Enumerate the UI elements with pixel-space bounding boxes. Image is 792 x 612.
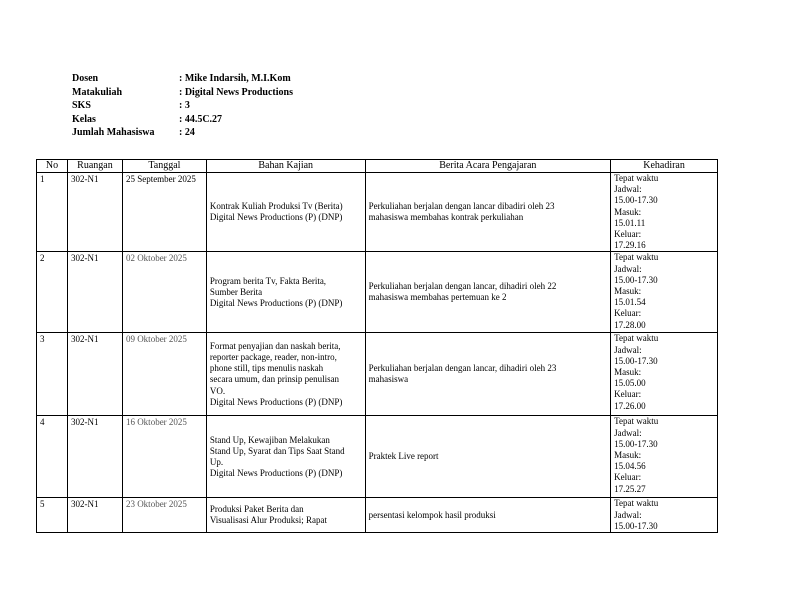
cell-material <box>206 173 365 252</box>
cell-material-line: Kontrak Kuliah Produksi Tv (Berita) <box>209 201 343 211</box>
header-material: Bahan Kajian <box>206 160 365 173</box>
cell-minutes-line: Praktek Live report <box>368 451 439 462</box>
cell-material-line: Produksi Paket Berita dan <box>209 504 304 515</box>
cell-material-line: Digital News Productions (P) (DNP) <box>209 468 343 479</box>
info-label: Jumlah Mahasiswa <box>72 127 155 138</box>
cell-material-line: phone still, tips menulis naskah <box>209 363 324 374</box>
info-value: : 24 <box>179 127 195 138</box>
cell-attendance-line: Keluar: <box>614 389 642 400</box>
info-row <box>72 72 293 86</box>
course-info <box>72 72 293 140</box>
cell-attendance <box>611 333 718 416</box>
info-label: Dosen <box>72 73 99 84</box>
cell-attendance-line: 15.01.11 <box>614 217 646 228</box>
table-row <box>37 498 718 533</box>
cell-no: 4 <box>37 416 68 498</box>
cell-room: 302-N1 <box>67 252 122 333</box>
cell-material-line: Stand Up, Kewajiban Melakukan <box>209 434 330 445</box>
cell-attendance-line: Jadwal: <box>614 184 642 195</box>
cell-attendance-line: Masuk: <box>614 450 642 461</box>
cell-material <box>206 416 365 498</box>
cell-attendance-line: Masuk: <box>614 206 642 217</box>
cell-attendance-line: 17.29.16 <box>614 240 646 251</box>
header-room: Ruangan <box>67 160 122 173</box>
cell-attendance-line: Tepat waktu <box>614 252 659 263</box>
cell-attendance-line: 17.26.00 <box>614 400 646 411</box>
cell-attendance-line: Keluar: <box>614 472 642 483</box>
header-no: No <box>37 160 68 173</box>
header-date: Tanggal <box>122 160 206 173</box>
cell-no: 5 <box>37 498 68 533</box>
cell-room: 302-N1 <box>67 498 122 533</box>
cell-attendance <box>611 173 718 252</box>
cell-material <box>206 333 365 416</box>
cell-attendance <box>611 498 718 533</box>
info-value: : Digital News Productions <box>179 86 293 98</box>
cell-attendance-line: 15.00-17.30 <box>614 520 658 531</box>
cell-attendance <box>611 416 718 498</box>
info-value: : Mike Indarsih, M.I.Kom <box>179 73 291 84</box>
table-row <box>37 416 718 498</box>
cell-no: 3 <box>37 333 68 416</box>
table-row <box>37 173 718 252</box>
table-row <box>37 252 718 333</box>
cell-attendance-line: Tepat waktu <box>614 173 659 183</box>
cell-minutes <box>365 252 611 333</box>
cell-material-line: Digital News Productions (P) (DNP) <box>209 212 343 223</box>
cell-minutes-line: mahasiswa membahas kontrak perkuliahan <box>368 212 524 223</box>
cell-room: 302-N1 <box>67 333 122 416</box>
info-label: Kelas <box>72 113 96 125</box>
info-row <box>72 86 293 100</box>
cell-minutes-line: Perkuliahan berjalan dengan lancar dibadiri oleh 23 <box>368 201 555 211</box>
cell-attendance-line: 15.00-17.30 <box>614 274 658 285</box>
cell-attendance-line: Jadwal: <box>614 509 642 520</box>
teaching-log-table <box>36 159 718 533</box>
cell-date: 16 Oktober 2025 <box>122 416 206 498</box>
cell-material <box>206 498 365 533</box>
cell-material-line: Stand Up, Syarat dan Tips Saat Stand <box>209 445 345 456</box>
cell-attendance-line: Jadwal: <box>614 344 642 355</box>
cell-attendance-line: Tepat waktu <box>614 498 659 509</box>
cell-attendance-line: Masuk: <box>614 286 642 297</box>
cell-material-line: Visualisasi Alur Produksi; Rapat <box>209 515 328 526</box>
table-header-row <box>37 160 718 173</box>
cell-date: 25 September 2025 <box>122 173 206 252</box>
cell-room: 302-N1 <box>67 416 122 498</box>
info-label: SKS <box>72 100 91 111</box>
cell-minutes <box>365 173 611 252</box>
cell-minutes-line: Perkuliahan berjalan dengan lancar, dihadiri oleh 22 <box>368 281 557 292</box>
cell-attendance-line: Tepat waktu <box>614 333 659 344</box>
cell-attendance-line: 15.00-17.30 <box>614 195 658 206</box>
cell-attendance-line: Jadwal: <box>614 427 642 438</box>
cell-material-line: Up. <box>209 456 224 467</box>
cell-material-line: Digital News Productions (P) (DNP) <box>209 298 343 309</box>
cell-no: 1 <box>37 173 68 252</box>
cell-minutes-line: mahasiswa <box>368 374 409 385</box>
cell-material-line: Digital News Productions (P) (DNP) <box>209 396 343 407</box>
cell-attendance-line: 15.05.00 <box>614 378 646 389</box>
cell-attendance-line: 15.00-17.30 <box>614 438 658 449</box>
cell-minutes <box>365 498 611 533</box>
cell-no: 2 <box>37 252 68 333</box>
header-attendance: Kehadiran <box>611 160 718 173</box>
cell-minutes-line: persentasi kelompok hasil produksi <box>368 509 496 520</box>
info-row <box>72 113 293 127</box>
cell-attendance-line: Keluar: <box>614 229 642 240</box>
cell-attendance-line: 15.04.56 <box>614 461 646 472</box>
cell-attendance-line: Keluar: <box>614 308 642 319</box>
cell-material-line: VO. <box>209 385 226 396</box>
cell-attendance-line: Jadwal: <box>614 263 642 274</box>
cell-material-line: secara umum, dan prinsip penulisan <box>209 374 340 385</box>
info-value: : 3 <box>179 100 190 111</box>
info-value: : 44.5C.27 <box>179 113 223 125</box>
cell-attendance-line: 15.01.54 <box>614 297 646 308</box>
cell-date: 02 Oktober 2025 <box>122 252 206 333</box>
cell-attendance <box>611 252 718 333</box>
header-minutes: Berita Acara Pengajaran <box>365 160 611 173</box>
cell-attendance-line: 15.00-17.30 <box>614 355 658 366</box>
info-label: Matakuliah <box>72 86 123 98</box>
table-row <box>37 333 718 416</box>
info-row <box>72 126 293 140</box>
cell-material <box>206 252 365 333</box>
cell-material-line: Sumber Berita <box>209 286 263 297</box>
cell-minutes <box>365 416 611 498</box>
cell-minutes-line: mahasiswa membahas pertemuan ke 2 <box>368 292 507 303</box>
cell-attendance-line: 17.28.00 <box>614 319 646 330</box>
cell-minutes-line: Perkuliahan berjalan dengan lancar, dihadiri oleh 23 <box>368 363 557 374</box>
info-row <box>72 99 293 113</box>
cell-minutes <box>365 333 611 416</box>
cell-attendance-line: Tepat waktu <box>614 416 659 427</box>
cell-material-line: reporter package, reader, non-intro, <box>209 352 337 363</box>
cell-attendance-line: 17.25.27 <box>614 483 646 494</box>
cell-date: 09 Oktober 2025 <box>122 333 206 416</box>
cell-material-line: Format penyajian dan naskah berita, <box>209 340 341 351</box>
cell-date: 23 Oktober 2025 <box>122 498 206 533</box>
cell-room: 302-N1 <box>67 173 122 252</box>
cell-attendance-line: Masuk: <box>614 367 642 378</box>
cell-material-line: Program berita Tv, Fakta Berita, <box>209 275 327 286</box>
